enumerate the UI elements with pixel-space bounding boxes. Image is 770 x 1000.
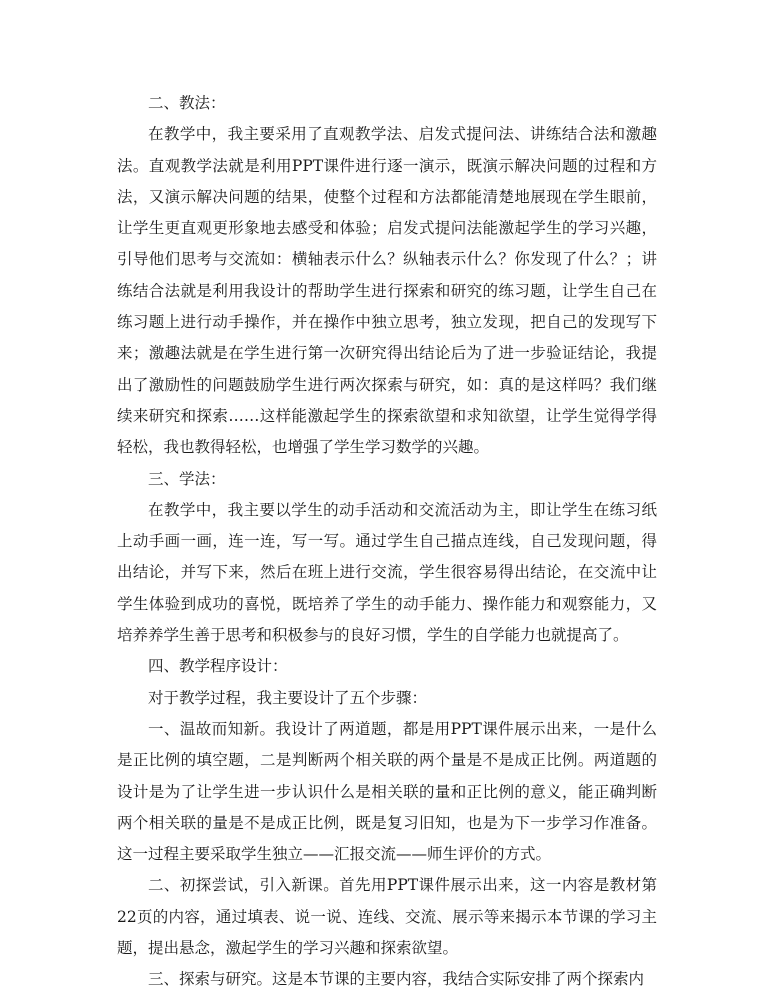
- heading-procedure-design: 四、教学程序设计：: [148, 657, 288, 676]
- paragraph-learning-methods: 在教学中，我主要以学生的动手活动和交流活动为主，即让学生在练习纸上动手画一画，连一连，写一写。通过学生自己描点连线，自己发现问题，得出结论，并写下来，然后在班上进行交流，学生很容易得出结论，在交流中让学生体验到成功的喜悦，既培养了学生的动手能力、操作能力和观察能力，又培养养学生善于思考和积极参与的良好习惯，学生的自学能力也就提高了。: [117, 500, 657, 645]
- heading-teaching-methods: 二、教法：: [148, 94, 226, 112]
- paragraph-step-two: 二、初探尝试，引入新课。首先用PPT课件展示出来，这一内容是教材第22页的内容，通过填表、说一说、连线、交流、展示等来揭示本节课的学习主题，提出悬念，激起学生的学习兴趣和探索欲望。: [117, 876, 657, 958]
- paragraph-step-three: 三、探索与研究。这是本节课的主要内容，我结合实际安排了两个探索内: [148, 970, 645, 989]
- paragraph-teaching-methods: 在教学中，我主要采用了直观教学法、启发式提问法、讲练结合法和激趣法。直观教学法就是利用PPT课件进行逐一演示，既演示解决问题的过程和方法，又演示解决问题的结果，使整个过程和方法都能清楚地展现在学生眼前，让学生更直观更形象地去感受和体验；启发式提问法能激起学生的学习兴趣，引导他们思考与交流如：横轴表示什么？纵轴表示什么？你发现了什么？；讲练结合法就是利用我设计的帮助学生进行探索和研究的练习题，让学生自己在练习题上进行动手操作，并在操作中独立思考，独立发现，把自己的发现写下来；激趣法就是在学生进行第一次研究得出结论后为了进一步验证结论，我提出了激励性的问题鼓励学生进行两次探索与研究，如：真的是这样吗？我们继续来研究和探索……这样能激起学生的探索欲望和求知欲望，让学生觉得学得轻松，我也教得轻松，也增强了学生学习数学的兴趣。: [117, 125, 657, 457]
- document-page: [117, 88, 657, 996]
- paragraph-step-one: 一、温故而知新。我设计了两道题，都是用PPT课件展示出来，一是什么是正比例的填空题，二是判断两个相关联的两个量是不是成正比例。两道题的设计是为了让学生进一步认识什么是相关联的量和正比例的意义，能正确判断两个相关联的量是不是成正比例，既是复习旧知，也是为下一步学习作准备。这一过程主要采取学生独立——汇报交流——师生评价的方式。: [117, 719, 657, 864]
- paragraph-procedure-intro: 对于教学过程，我主要设计了五个步骤：: [148, 688, 428, 707]
- heading-learning-methods: 三、学法：: [148, 469, 226, 488]
